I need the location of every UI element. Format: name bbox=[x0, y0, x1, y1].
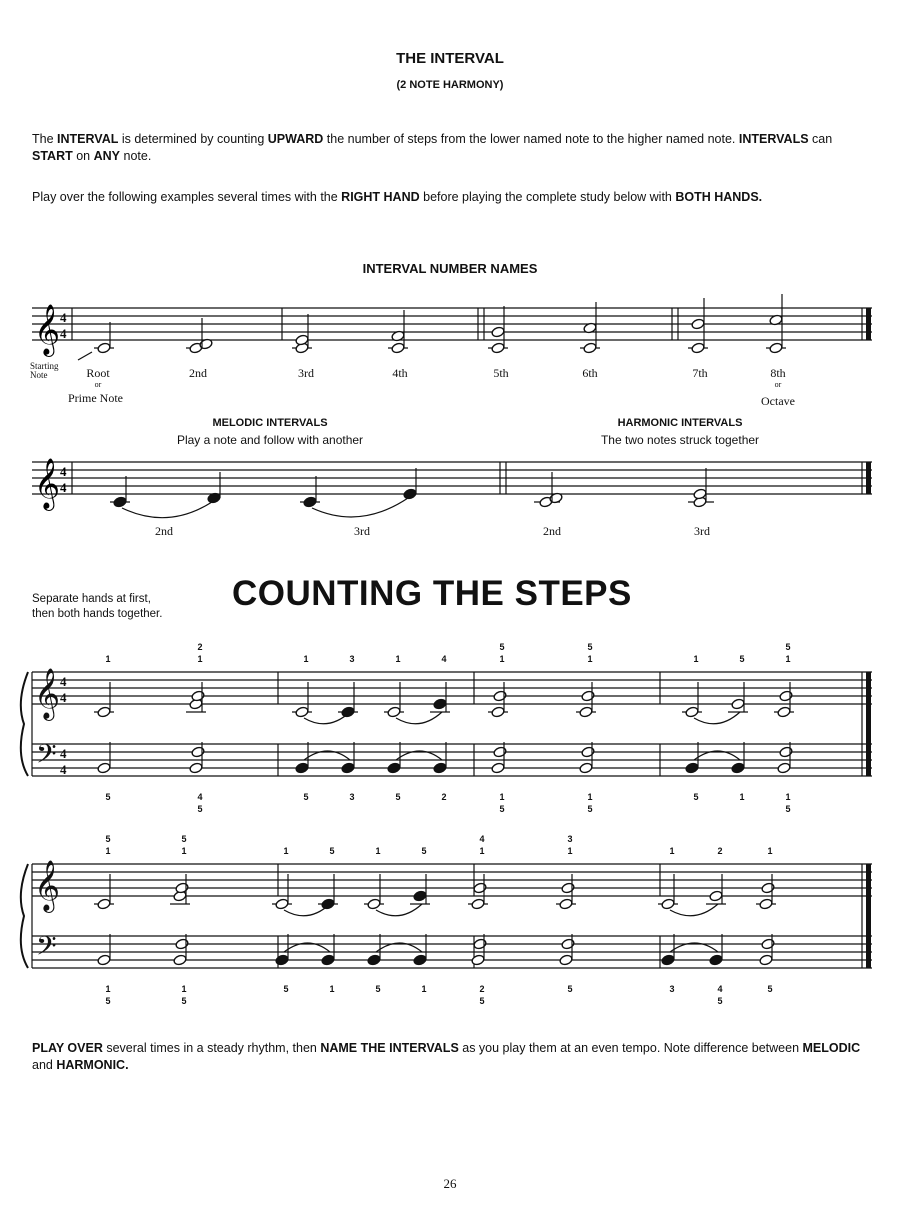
interval-label-4th: 4th bbox=[392, 366, 408, 380]
svg-text:1: 1 bbox=[669, 846, 675, 856]
melodic-harmonic-staff bbox=[0, 450, 900, 530]
svg-text:5: 5 bbox=[303, 792, 309, 802]
svg-text:1: 1 bbox=[767, 846, 773, 856]
svg-text:1: 1 bbox=[739, 792, 745, 802]
note bbox=[413, 954, 427, 966]
page-subtitle: (2 NOTE HARMONY) bbox=[396, 79, 504, 91]
slur bbox=[670, 904, 718, 916]
svg-text:1: 1 bbox=[197, 654, 203, 664]
svg-text:5: 5 bbox=[421, 846, 427, 856]
whole-note bbox=[691, 342, 705, 354]
slur bbox=[396, 712, 442, 724]
svg-text:1: 1 bbox=[329, 984, 335, 994]
note bbox=[191, 746, 205, 758]
harmonic-description: The two notes struck together bbox=[600, 433, 760, 447]
svg-text:1: 1 bbox=[105, 846, 111, 856]
svg-text:4: 4 bbox=[197, 792, 203, 802]
svg-text:5: 5 bbox=[329, 846, 335, 856]
slur bbox=[122, 502, 212, 518]
note bbox=[709, 890, 723, 902]
note bbox=[189, 762, 203, 774]
note bbox=[661, 898, 675, 910]
slur bbox=[312, 498, 408, 517]
svg-text:1: 1 bbox=[395, 654, 401, 664]
note bbox=[295, 762, 309, 774]
melodic-heading: MELODIC INTERVALS bbox=[212, 417, 328, 429]
svg-text:5: 5 bbox=[717, 996, 723, 1006]
intro-paragraph-2: Play over the following examples several times with the RIGHT HAND before playing the complete study below with BOTH HANDS. bbox=[32, 190, 763, 204]
note bbox=[761, 882, 775, 894]
svg-text:1: 1 bbox=[567, 846, 573, 856]
note bbox=[491, 706, 505, 718]
interval-label-8th: 8th bbox=[770, 366, 786, 380]
note bbox=[175, 938, 189, 950]
note bbox=[779, 690, 793, 702]
brace-icon bbox=[21, 672, 28, 776]
svg-text:5: 5 bbox=[767, 984, 773, 994]
note bbox=[579, 762, 593, 774]
note bbox=[97, 898, 111, 910]
svg-text:1: 1 bbox=[303, 654, 309, 664]
note bbox=[777, 706, 791, 718]
note bbox=[413, 890, 427, 902]
svg-text:5: 5 bbox=[105, 834, 111, 844]
harmonic-label-3rd: 3rd bbox=[694, 524, 710, 538]
slur bbox=[694, 712, 740, 724]
starting-note-label: Starting Note bbox=[30, 361, 59, 380]
melodic-label-3rd: 3rd bbox=[354, 524, 370, 538]
note bbox=[295, 706, 309, 718]
brace-icon bbox=[21, 864, 28, 968]
svg-text:2: 2 bbox=[479, 984, 485, 994]
svg-text:5: 5 bbox=[693, 792, 699, 802]
harmonic-heading: HARMONIC INTERVALS bbox=[617, 417, 743, 429]
whole-note bbox=[491, 342, 505, 354]
interval-names-heading: INTERVAL NUMBER NAMES bbox=[362, 261, 538, 276]
note bbox=[321, 898, 335, 910]
interval-label-5th: 5th bbox=[493, 366, 509, 380]
note bbox=[173, 954, 187, 966]
svg-text:5: 5 bbox=[479, 996, 485, 1006]
svg-text:4: 4 bbox=[60, 326, 67, 341]
whole-note bbox=[391, 342, 405, 354]
note bbox=[473, 938, 487, 950]
note bbox=[97, 706, 111, 718]
svg-text:4: 4 bbox=[717, 984, 723, 994]
note bbox=[471, 898, 485, 910]
svg-text:1: 1 bbox=[693, 654, 699, 664]
svg-text:5: 5 bbox=[567, 984, 573, 994]
svg-text:1: 1 bbox=[181, 846, 187, 856]
svg-text:5: 5 bbox=[105, 996, 111, 1006]
svg-text:4: 4 bbox=[60, 746, 67, 761]
octave-or-label: or bbox=[774, 380, 782, 389]
note bbox=[387, 706, 401, 718]
harmonic-label-2nd: 2nd bbox=[543, 524, 561, 538]
svg-text:1: 1 bbox=[587, 792, 593, 802]
note bbox=[367, 898, 381, 910]
note bbox=[473, 882, 487, 894]
note bbox=[731, 762, 745, 774]
page-number: 26 bbox=[443, 1176, 457, 1191]
interval-label-7th: 7th bbox=[692, 366, 708, 380]
svg-text:5: 5 bbox=[499, 804, 505, 814]
svg-text:1: 1 bbox=[499, 654, 505, 664]
svg-text:5: 5 bbox=[499, 642, 505, 652]
svg-text:2: 2 bbox=[717, 846, 723, 856]
svg-text:5: 5 bbox=[283, 984, 289, 994]
whole-note bbox=[97, 342, 111, 354]
svg-text:1: 1 bbox=[785, 654, 791, 664]
svg-text:1: 1 bbox=[587, 654, 593, 664]
counting-title: COUNTING THE STEPS bbox=[232, 574, 632, 613]
note bbox=[387, 762, 401, 774]
note bbox=[367, 954, 381, 966]
note bbox=[685, 762, 699, 774]
note bbox=[275, 898, 289, 910]
note bbox=[97, 762, 111, 774]
svg-text:5: 5 bbox=[587, 804, 593, 814]
note bbox=[493, 746, 507, 758]
svg-text:5: 5 bbox=[181, 834, 187, 844]
svg-text:1: 1 bbox=[479, 846, 485, 856]
note bbox=[661, 954, 675, 966]
page-title: THE INTERVAL bbox=[396, 50, 504, 67]
svg-text:2: 2 bbox=[197, 642, 203, 652]
svg-text:4: 4 bbox=[441, 654, 447, 664]
svg-text:4: 4 bbox=[60, 480, 67, 495]
svg-text:5: 5 bbox=[395, 792, 401, 802]
svg-text:2: 2 bbox=[441, 792, 447, 802]
grand-staff-row-1 bbox=[0, 640, 900, 830]
note bbox=[321, 954, 335, 966]
svg-text:𝄞: 𝄞 bbox=[34, 459, 61, 508]
note bbox=[685, 706, 699, 718]
svg-text:1: 1 bbox=[105, 984, 111, 994]
side-note: Separate hands at first, then both hands together. bbox=[32, 593, 163, 620]
svg-text:3: 3 bbox=[567, 834, 573, 844]
interval-label-2nd: 2nd bbox=[189, 366, 207, 380]
melodic-description: Play a note and follow with another bbox=[176, 433, 364, 447]
whole-note bbox=[769, 342, 783, 354]
whole-note bbox=[583, 342, 597, 354]
note bbox=[491, 762, 505, 774]
note bbox=[561, 882, 575, 894]
svg-text:1: 1 bbox=[785, 792, 791, 802]
svg-text:4: 4 bbox=[60, 310, 67, 325]
octave-label: Octave bbox=[761, 394, 795, 408]
note bbox=[779, 746, 793, 758]
svg-text:4: 4 bbox=[60, 762, 67, 777]
svg-text:4: 4 bbox=[60, 464, 67, 479]
note bbox=[759, 898, 773, 910]
interval-label-3rd: 3rd bbox=[298, 366, 314, 380]
note bbox=[581, 690, 595, 702]
svg-text:3: 3 bbox=[349, 792, 355, 802]
note bbox=[731, 698, 745, 710]
note bbox=[433, 762, 447, 774]
note bbox=[341, 706, 355, 718]
svg-text:5: 5 bbox=[375, 984, 381, 994]
note bbox=[579, 706, 593, 718]
svg-text:5: 5 bbox=[587, 642, 593, 652]
note bbox=[493, 690, 507, 702]
svg-text:1: 1 bbox=[181, 984, 187, 994]
svg-text:4: 4 bbox=[479, 834, 485, 844]
note bbox=[759, 954, 773, 966]
note bbox=[471, 954, 485, 966]
note bbox=[777, 762, 791, 774]
note bbox=[559, 898, 573, 910]
treble-clef-icon: 𝄞 bbox=[34, 669, 61, 718]
note bbox=[581, 746, 595, 758]
bass-clef-icon: 𝄢 bbox=[36, 931, 57, 967]
intro-paragraph-1: The INTERVAL is determined by counting UPWARD the number of steps from the lower named note to the higher named note. INTERVALS can START on ANY note. bbox=[32, 132, 833, 163]
svg-text:4: 4 bbox=[60, 674, 67, 689]
treble-clef-icon: 𝄞 bbox=[34, 861, 61, 910]
svg-text:4: 4 bbox=[60, 690, 67, 705]
slur bbox=[376, 904, 422, 916]
note bbox=[341, 762, 355, 774]
svg-text:5: 5 bbox=[785, 804, 791, 814]
root-or-label: or bbox=[94, 380, 102, 389]
svg-text:1: 1 bbox=[421, 984, 427, 994]
svg-text:1: 1 bbox=[375, 846, 381, 856]
svg-text:5: 5 bbox=[105, 792, 111, 802]
interval-label-6th: 6th bbox=[582, 366, 598, 380]
note bbox=[275, 954, 289, 966]
svg-text:5: 5 bbox=[181, 996, 187, 1006]
grand-staff-row-2 bbox=[0, 832, 900, 1022]
note bbox=[433, 698, 447, 710]
note bbox=[761, 938, 775, 950]
svg-text:1: 1 bbox=[283, 846, 289, 856]
treble-clef-icon: 𝄞 bbox=[34, 305, 61, 354]
svg-text:5: 5 bbox=[785, 642, 791, 652]
quarter-note bbox=[303, 496, 317, 508]
whole-note bbox=[491, 326, 505, 338]
svg-text:5: 5 bbox=[197, 804, 203, 814]
melodic-label-2nd: 2nd bbox=[155, 524, 173, 538]
interval-label-root: Root bbox=[86, 366, 110, 380]
whole-note bbox=[691, 318, 705, 330]
svg-text:3: 3 bbox=[669, 984, 675, 994]
prime-note-label: Prime Note bbox=[68, 391, 123, 405]
svg-text:5: 5 bbox=[739, 654, 745, 664]
svg-text:1: 1 bbox=[499, 792, 505, 802]
footer-paragraph: PLAY OVER several times in a steady rhythm, then NAME THE INTERVALS as you play them at an even tempo. Note difference between MELODIC and HARMONIC. bbox=[32, 1041, 861, 1072]
note bbox=[561, 938, 575, 950]
svg-text:1: 1 bbox=[105, 654, 111, 664]
note bbox=[559, 954, 573, 966]
note bbox=[709, 954, 723, 966]
quarter-note bbox=[113, 496, 127, 508]
svg-text:3: 3 bbox=[349, 654, 355, 664]
quarter-note bbox=[403, 488, 417, 500]
bass-clef-icon: 𝄢 bbox=[36, 739, 57, 775]
note bbox=[97, 954, 111, 966]
